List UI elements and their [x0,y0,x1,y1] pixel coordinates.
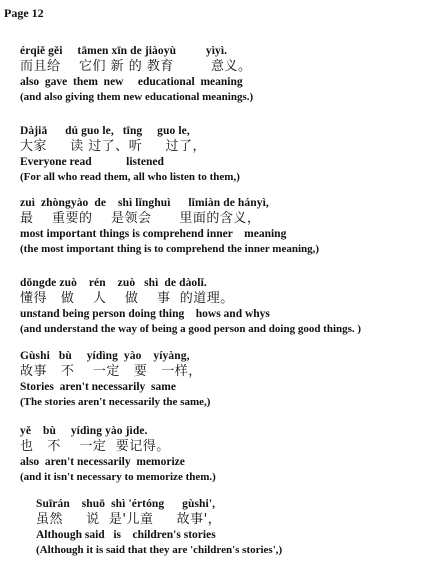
pinyin-line: érqiě gěi tāmen xīn de jiàoyù yìyì. [20,45,228,57]
pinyin-line: zuì zhòngyào de shì lǐnghuì lǐmiàn de hányì, [20,197,269,209]
chinese-line: 懂得 做 人 做 事 的道理。 [20,291,234,306]
sentence-block-5 [20,349,421,410]
english-gloss-line: most important things is comprehend inner meaning [20,228,287,240]
translation-line: (Although it is said that they are 'children's stories',) [36,544,283,556]
english-gloss-line: Although said is children's stories [36,529,216,541]
english-gloss-line: Stories aren't necessarily same [20,381,176,393]
pinyin-line: dǒngde zuò rén zuò shì de dàolǐ. [20,277,207,289]
translation-line: (and also giving them new educational meanings.) [20,91,254,103]
chinese-line: 也 不 一定 要记得。 [20,439,170,454]
english-gloss-line: unstand being person doing thing hows and whys [20,308,270,320]
translation-line: (and it isn't necessary to memorize them.) [20,471,216,483]
chinese-line: 最 重要的 是领会 里面的含义， [20,211,261,226]
english-gloss-line: Everyone read listened [20,156,164,168]
sentence-block-1 [20,44,421,105]
sentence-block-3 [20,196,421,257]
page-number: Page 12 [4,6,44,20]
pinyin-line: yě bù yídìng yào jìde. [20,425,148,437]
english-gloss-line: also aren't necessarily memorize [20,456,185,468]
chinese-line: 大家 读 过了、听 过了， [20,139,206,154]
sentence-block-6 [20,424,421,485]
pinyin-line: Gùshi bù yídìng yào yíyàng, [20,350,190,362]
pinyin-line: Dàjiā dú guo le, tīng guo le, [20,125,190,137]
sentence-block-2 [20,124,421,185]
chinese-line: 故事 不 一定 要 一样， [20,364,202,379]
chinese-line: 虽然 说 是'儿童 故事'， [36,512,222,527]
translation-line: (For all who read them, all who listen to them,) [20,171,240,183]
chinese-line: 而且给 它们 新 的 教育 意义。 [20,59,252,74]
sentence-block-4 [20,276,421,337]
pinyin-line: Suīrán shuō shì 'értóng gùshi', [36,498,216,510]
translation-line: (and understand the way of being a good person and doing good things. ) [20,323,362,335]
translation-line: (The stories aren't necessarily the same,) [20,396,211,408]
english-gloss-line: also gave them new educational meaning [20,76,243,88]
sentence-block-7 [36,497,421,558]
translation-line: (the most important thing is to comprehend the inner meaning,) [20,243,320,255]
